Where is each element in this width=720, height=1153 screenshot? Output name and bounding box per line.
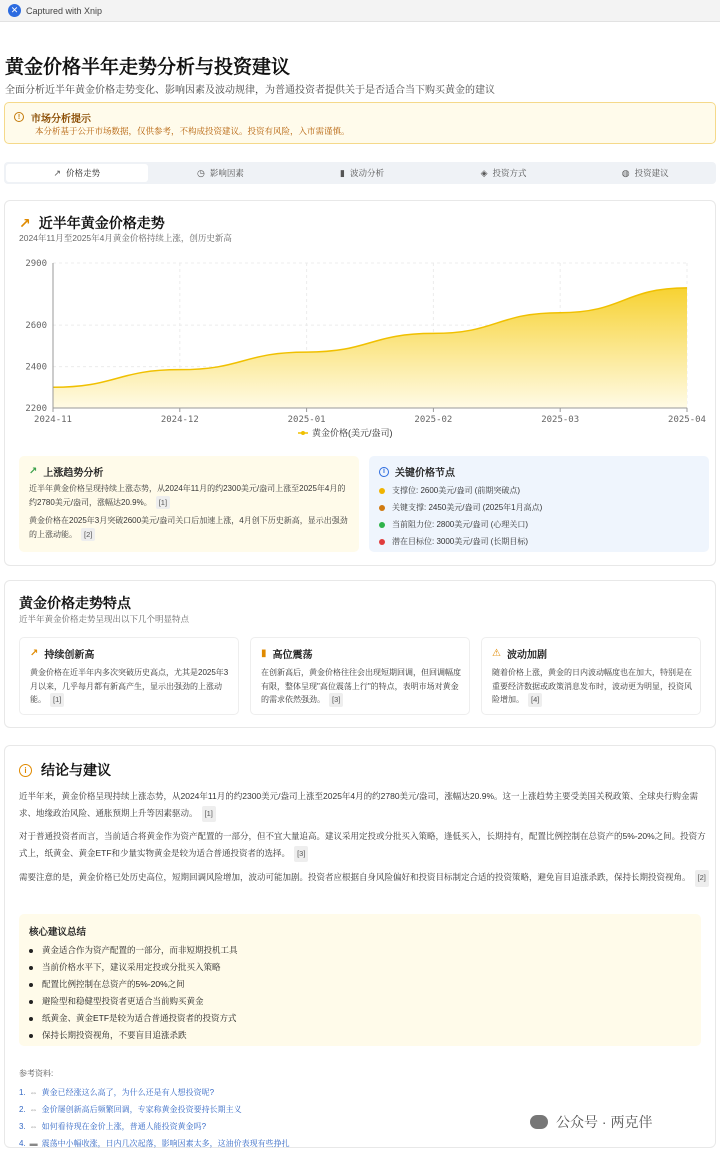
clock-icon: ◷ (196, 167, 205, 178)
conclusion-para-2 (19, 828, 709, 862)
citation[interactable]: [1] (50, 693, 64, 707)
feature-text (30, 666, 233, 707)
capture-bar (0, 0, 720, 22)
tab-price-trend[interactable] (6, 164, 148, 182)
rise-analysis-box (19, 456, 359, 552)
tab-volatility[interactable] (291, 162, 433, 184)
feature-title (30, 646, 94, 661)
y-tick-label: 2900 (25, 259, 47, 269)
summary-item: 保持长期投资视角，不要盲目追涨杀跌 (29, 1027, 238, 1044)
para-text: 对于普通投资者而言，当前适合将黄金作为资产配置的一部分，但不宜大量追高。建议采用定投或分批买入策略，逢低买入，长期持有，配置比例控制在总资产的5%-20%之间。投资方式上，纸黄金、黄金ETF和少量实物黄金是较为适合普通投资者的选择。 (19, 831, 706, 858)
trend-title-text: 近半年黄金价格走势 (38, 215, 165, 231)
summary-box (19, 914, 701, 1046)
citation[interactable]: [2] (81, 528, 95, 542)
feature-text (492, 666, 695, 707)
feature-title-text: 高位震荡 (272, 650, 313, 661)
rise-para-2 (29, 514, 351, 541)
citation[interactable]: [2] (695, 870, 709, 887)
market-notice (4, 102, 716, 144)
key-price-box (369, 456, 709, 552)
ref-num: 2. (19, 1105, 26, 1114)
warning-icon: ⚠ (492, 648, 501, 659)
x-tick-label: 2025-01 (287, 415, 326, 425)
page-subtitle: 全面分析近半年黄金价格走势变化、影响因素及波动规律，为普通投资者提供关于是否适合当下购买黄金的建议 (5, 85, 495, 96)
tab-factors[interactable] (150, 162, 292, 184)
ref-text: 震荡中小幅收涨，日内几次起落，影响因素太多，这油价表现有些挣扎 (41, 1139, 290, 1148)
summary-list (29, 942, 238, 1044)
summary-item: 配置比例控制在总资产的5%-20%之间 (29, 976, 238, 993)
tab-label: 波动分析 (349, 168, 384, 178)
summary-item: 纸黄金、黄金ETF是较为适合普通投资者的投资方式 (29, 1010, 238, 1027)
summary-title: 核心建议总结 (29, 927, 87, 938)
key-item-text: 当前阻力位: 2800美元/盎司 (心理关口) (392, 520, 529, 529)
globe-icon: ◍ (621, 167, 630, 178)
references-title: 参考资料: (19, 1069, 54, 1078)
dot-icon (379, 505, 385, 511)
price-area (53, 288, 687, 408)
key-item (379, 536, 528, 547)
key-item (379, 519, 528, 530)
feature-title (492, 646, 547, 661)
reference-link[interactable] (19, 1138, 290, 1149)
x-tick-label: 2024-12 (160, 415, 199, 425)
page-title: 黄金价格半年走势分析与投资建议 (5, 57, 291, 78)
reference-link[interactable] (19, 1104, 242, 1115)
x-tick-label: 2025-02 (414, 415, 453, 425)
key-item-text: 关键支撑: 2450美元/盎司 (2025年1月高点) (392, 503, 543, 512)
feature-volatility (481, 637, 701, 715)
dot-icon (379, 522, 385, 528)
link-icon: ⇔ (29, 1105, 38, 1114)
conclusion-para-3 (19, 869, 709, 887)
feature-title-text: 持续创新高 (44, 650, 95, 661)
trend-up-icon: ↗ (19, 214, 31, 231)
ref-num: 3. (19, 1122, 26, 1131)
rise-para-2-text: 黄金价格在2025年3月突破2600美元/盎司关口后加速上涨，4月创下历史新高，显示出强劲的上涨动能。 (29, 516, 348, 539)
notice-title: 市场分析提示 (31, 114, 91, 125)
trend-subtitle: 2024年11月至2025年4月黄金价格持续上涨，创历史新高 (19, 233, 232, 243)
conclusion-para-1 (19, 788, 709, 822)
capture-label: Captured with Xnip (26, 5, 103, 16)
ref-num: 4. (19, 1139, 26, 1148)
conclusion-card (4, 745, 716, 1148)
feature-high-oscillation (250, 637, 470, 715)
summary-item: 黄金适合作为资产配置的一部分，而非短期投机工具 (29, 942, 238, 959)
ref-text: 黄金已经涨这么高了，为什么还是有人想投资呢? (41, 1088, 215, 1097)
key-box-title-text: 关键价格节点 (395, 468, 455, 479)
bar-chart-icon: ▮ (261, 648, 267, 659)
x-tick-label: 2025-03 (541, 415, 580, 425)
tab-label: 投资方式 (492, 168, 527, 178)
trend-card (4, 200, 716, 566)
tab-label: 价格走势 (66, 168, 101, 178)
layers-icon: ◈ (480, 167, 488, 178)
para-text: 需要注意的是，黄金价格已处历史高位，短期回调风险增加，波动可能加剧。投资者应根据自身风险偏好和投资目标制定合适的投资策略，避免盲目追涨杀跌，保持长期投资视角。 (19, 872, 691, 882)
rise-box-title (29, 464, 103, 479)
y-tick-label: 2400 (25, 362, 47, 373)
key-box-title (379, 464, 455, 479)
trend-up-icon: ↗ (29, 466, 38, 477)
xnip-logo-icon: ✕ (8, 4, 21, 17)
key-item (379, 502, 542, 513)
tab-methods[interactable] (433, 162, 575, 184)
link-icon: ⇔ (29, 1088, 38, 1097)
citation[interactable]: [1] (156, 496, 170, 510)
rise-box-title-text: 上涨趋势分析 (43, 468, 104, 479)
citation[interactable]: [1] (202, 806, 216, 823)
feature-title (261, 646, 313, 661)
dot-icon (379, 539, 385, 545)
tab-advice[interactable] (574, 162, 716, 184)
reference-link[interactable] (19, 1087, 214, 1098)
rise-para-1-text: 近半年黄金价格呈现持续上涨态势，从2024年11月的约2300美元/盎司上涨至2025年4月的约2780美元/盎司，涨幅达20.9%。 (29, 484, 346, 507)
features-card (4, 580, 716, 728)
x-tick-label: 2024-11 (34, 415, 72, 425)
tab-bar (4, 162, 716, 184)
para-text: 近半年来，黄金价格呈现持续上涨态势，从2024年11月的约2300美元/盎司上涨至2025年4月的约2780美元/盎司，涨幅达20.9%。这一上涨趋势主要受美国关税政策、全球央行购金需求、地缘政治风险、通胀预期上升等因素驱动。 (19, 791, 699, 818)
citation[interactable]: [3] (329, 693, 343, 707)
link-icon: ▬ (29, 1139, 38, 1148)
ref-num: 1. (19, 1088, 26, 1097)
tab-label: 投资建议 (634, 168, 669, 178)
features-subtitle: 近半年黄金价格走势呈现出以下几个明显特点 (19, 614, 190, 624)
watermark-text: 公众号 · 两克伴 (556, 1114, 653, 1130)
conclusion-title (19, 760, 111, 780)
trend-line-icon: ↗ (53, 167, 62, 178)
x-tick-label: 2025-04 (668, 415, 706, 425)
key-item-text: 潜在目标位: 3000美元/盎司 (长期目标) (392, 537, 529, 546)
info-icon: i (379, 467, 389, 477)
citation[interactable]: [3] (294, 846, 308, 863)
price-chart (5, 201, 717, 446)
summary-item: 当前价格水平下，建议采用定投或分批买入策略 (29, 959, 238, 976)
key-item-text: 支撑位: 2600美元/盎司 (前期突破点) (392, 486, 521, 495)
chart-legend (298, 427, 393, 438)
reference-link[interactable] (19, 1121, 206, 1132)
notice-text: 本分析基于公开市场数据，仅供参考，不构成投资建议。投资有风险，入市需谨慎。 (35, 126, 350, 136)
summary-item: 避险型和稳健型投资者更适合当前购买黄金 (29, 993, 238, 1010)
feature-new-high (19, 637, 239, 715)
info-icon: i (19, 764, 32, 777)
y-tick-label: 2600 (25, 321, 47, 332)
features-title: 黄金价格走势特点 (19, 595, 131, 611)
feature-text (261, 666, 464, 707)
tab-label: 影响因素 (209, 168, 244, 178)
rise-para-1 (29, 482, 351, 509)
ref-text: 金价屡创新高后频繁回调，专家称黄金投资要持长期主义 (41, 1105, 242, 1114)
feature-text-body: 随着价格上涨，黄金的日内波动幅度也在加大，特别是在重要经济数据或政策消息发布时，波动更为明显，投资风险增加。 (492, 668, 692, 704)
feature-text-body: 黄金价格在近半年内多次突破历史高点，尤其是2025年3月以来，几乎每月都有新高产生，显示出强劲的上涨动能。 (30, 668, 229, 704)
key-item (379, 485, 520, 496)
y-tick-label: 2200 (25, 404, 47, 414)
legend-label: 黄金价格(美元/盎司) (312, 428, 393, 438)
link-icon: ⇔ (29, 1122, 38, 1131)
feature-text-body: 在创新高后，黄金价格往往会出现短期回调，但回调幅度有限，整体呈现"高位震荡上行"的特点，表明市场对黄金的需求依然强劲。 (261, 668, 461, 704)
ref-text: 如何看待现在金价上涨，普通人能投资黄金吗? (41, 1122, 207, 1131)
bar-chart-icon: ▮ (340, 167, 345, 178)
dot-icon (379, 488, 385, 494)
feature-title-text: 波动加剧 (506, 650, 547, 661)
info-icon: ! (14, 112, 24, 122)
watermark (530, 1112, 652, 1132)
trend-up-icon: ↗ (30, 648, 39, 659)
wechat-icon (530, 1115, 548, 1129)
citation[interactable]: [4] (528, 693, 542, 707)
conclusion-title-text: 结论与建议 (41, 762, 111, 778)
